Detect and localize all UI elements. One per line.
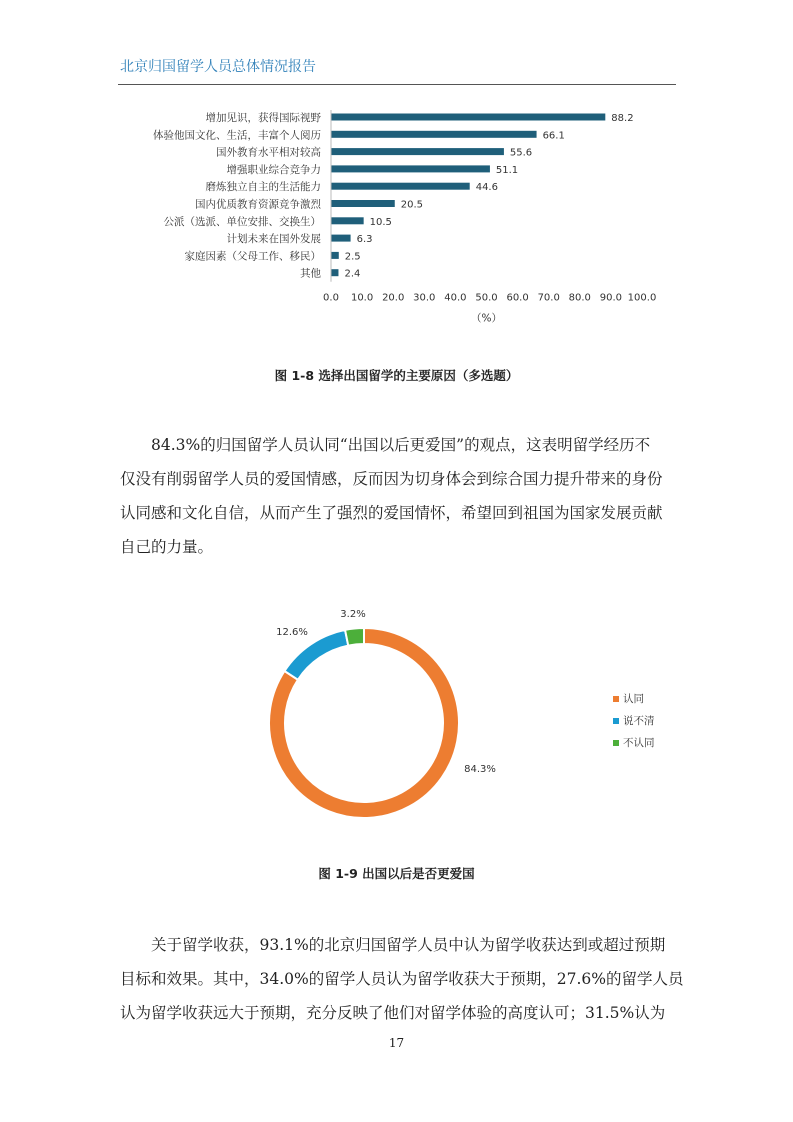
bar xyxy=(331,165,490,172)
x-tick-label: 70.0 xyxy=(537,292,560,304)
x-tick-label: 80.0 xyxy=(568,292,591,304)
paragraph-line: 关于留学收获，93.1%的北京归国留学人员中认为留学收获达到或超过预期 xyxy=(151,936,666,954)
figure-caption-1-9: 图 1-9 出国以后是否更爱国 xyxy=(318,866,475,881)
body-paragraph-1 xyxy=(120,428,675,564)
slice-value-label: 3.2% xyxy=(340,609,366,620)
legend-swatch xyxy=(613,740,619,746)
x-tick-label: 20.0 xyxy=(382,292,405,304)
x-tick-label: 60.0 xyxy=(506,292,529,304)
bar xyxy=(331,252,339,259)
legend-swatch xyxy=(613,718,619,724)
paragraph-line: 仅没有削弱留学人员的爱国情感，反而因为切身体会到综合国力提升带来的身份 xyxy=(120,470,663,488)
bar-value-label: 88.2 xyxy=(611,113,634,124)
bar-chart-study-abroad-reasons xyxy=(0,108,793,338)
x-tick-label: 40.0 xyxy=(444,292,467,304)
category-label: 国内优质教育资源竞争激烈 xyxy=(195,198,321,211)
page-number: 17 xyxy=(388,1036,405,1050)
bar-value-label: 2.5 xyxy=(344,251,361,263)
x-tick-label: 10.0 xyxy=(350,292,374,304)
category-label: 计划未来在国外发展 xyxy=(226,233,321,246)
bar-value-label: 51.1 xyxy=(495,164,519,176)
donut-slice xyxy=(345,628,364,646)
figure-caption-1-8: 图 1-8 选择出国留学的主要原因（多选题） xyxy=(274,368,519,383)
category-label: 国外教育水平相对较高 xyxy=(216,146,321,159)
bar xyxy=(331,235,351,242)
bar-value-label: 20.5 xyxy=(400,199,424,211)
bar-value-label: 2.4 xyxy=(344,268,361,280)
x-tick-label: 100.0 xyxy=(627,292,657,304)
bar-value-label: 66.1 xyxy=(542,130,565,142)
bar xyxy=(331,183,470,190)
bar xyxy=(331,200,395,207)
category-label: 磨炼独立自主的生活能力 xyxy=(205,181,321,194)
x-tick-label: 0.0 xyxy=(323,292,339,304)
bar-value-label: 44.6 xyxy=(475,182,498,194)
paragraph-line: 84.3%的归国留学人员认同“出国以后更爱国”的观点，这表明留学经历不 xyxy=(151,436,651,454)
bar xyxy=(331,131,537,138)
bar xyxy=(331,114,605,121)
category-label: 其他 xyxy=(300,267,321,280)
body-paragraph-2 xyxy=(120,928,684,1030)
x-axis-label: （%） xyxy=(471,312,502,325)
legend-label: 认同 xyxy=(623,693,644,705)
donut-chart-patriotism xyxy=(0,595,793,835)
paragraph-line: 自己的力量。 xyxy=(120,538,214,556)
category-label: 体验他国文化、生活，丰富个人阅历 xyxy=(153,129,321,142)
bar-value-label: 6.3 xyxy=(356,234,373,246)
header-divider xyxy=(118,84,676,85)
category-label: 家庭因素（父母工作、移民） xyxy=(184,250,321,263)
bar-value-label: 55.6 xyxy=(509,147,533,159)
bar xyxy=(331,148,504,155)
category-label: 公派（选派、单位安排、交换生） xyxy=(163,215,321,228)
slice-value-label: 12.6% xyxy=(276,627,308,638)
x-tick-label: 90.0 xyxy=(599,292,623,304)
legend-label: 不认同 xyxy=(623,737,655,749)
legend-label: 说不清 xyxy=(623,715,655,727)
x-tick-label: 50.0 xyxy=(475,292,498,304)
bar-value-label: 10.5 xyxy=(369,216,392,228)
category-label: 增强职业综合竞争力 xyxy=(226,163,321,176)
paragraph-line: 认为留学收获远大于预期，充分反映了他们对留学体验的高度认可；31.5%认为 xyxy=(120,1004,666,1022)
paragraph-line: 目标和效果。其中，34.0%的留学人员认为留学收获大于预期，27.6%的留学人员 xyxy=(120,970,684,988)
running-header: 北京归国留学人员总体情况报告 xyxy=(120,59,316,75)
bar xyxy=(331,269,338,276)
paragraph-line: 认同感和文化自信，从而产生了强烈的爱国情怀，希望回到祖国为国家发展贡献 xyxy=(120,504,663,522)
slice-value-label: 84.3% xyxy=(464,764,496,775)
bar xyxy=(331,217,364,224)
category-label: 增加见识，获得国际视野 xyxy=(205,112,321,124)
legend-swatch xyxy=(613,696,619,702)
x-tick-label: 30.0 xyxy=(413,292,436,304)
